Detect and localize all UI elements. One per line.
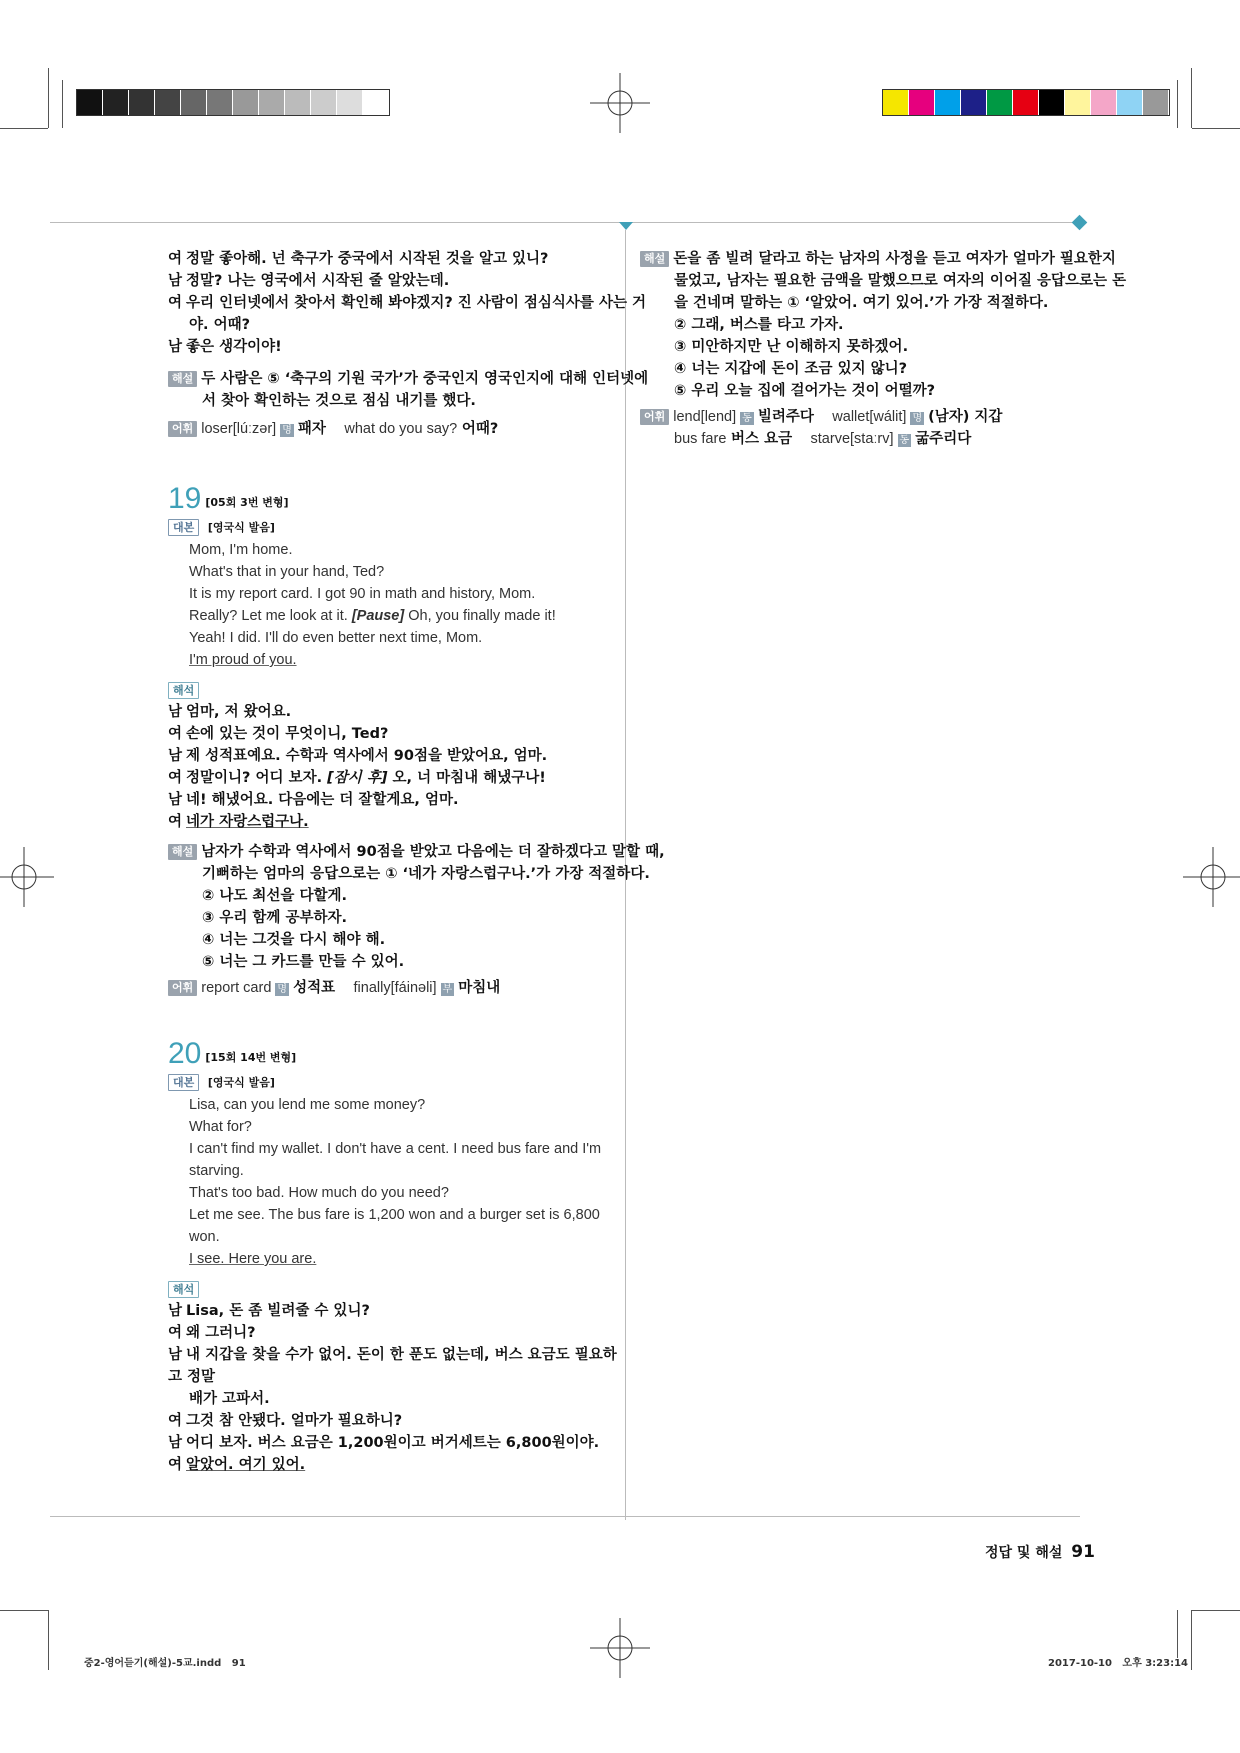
translation-19: 남 엄마, 저 왔어요. 여 손에 있는 것이 무엇이니, Ted? 남 제 성적표예요. 수학과 역사에서 90점을 받았어요, 엄마. 여 정말이니? 어디 보자. [잠시 후] 오, 너 마침내 해냈구나! 남 네! 해냈어요. 다음에는 더 잘할게요, 엄마. 여 네가 자랑스럽구나. xyxy=(168,704,548,830)
color-swatch xyxy=(1143,90,1169,115)
top-rule xyxy=(50,222,1080,223)
answer-line: I'm proud of you. xyxy=(189,652,297,668)
intro-dialog xyxy=(168,248,647,358)
color-swatch xyxy=(1039,90,1065,115)
page-footer: 정답 및 해설 91 xyxy=(985,1542,1095,1562)
dialog-line: 야. 어때? xyxy=(189,317,250,333)
color-swatch xyxy=(961,90,987,115)
question-20: 20 [15회 14번 변형] 대본 [영국식 발음] Lisa, can you lend me some money? What for? I can't find my wallet. I don't have a cent. I need bus fare and I'm starving. That's too bad. How much do you need? Let me see. The bus fare is 1,200 won and a burger set is 6,800 won. I see. Here you are. 해석 남 Lisa, 돈 좀 빌려줄 수 있니? 여 왜 그러니? 남 내 지갑을 찾을 수가 없어. 돈이 한 푼도 없는데, 버스 요금도 필요하고 정말 배가 고파서. 여 그것 참 안됐다. 얼마가 필요하니? 남 어디 보자. 버스 요금은 1,200원이고 버거세트는 6,800원이야. 여 알았어. 여기 있어. xyxy=(168,1043,618,1476)
grayscale-bar xyxy=(76,89,390,116)
gray-swatch xyxy=(129,90,155,115)
page-number: 91 xyxy=(1071,1542,1095,1562)
gray-swatch xyxy=(363,90,389,115)
script-tag: 대본 xyxy=(168,519,199,536)
script-20: Lisa, can you lend me some money? What for? I can't find my wallet. I don't have a cent. I need bus fare and I'm starving. That's too bad. How much do you need? Let me see. The bus fare is 1,200 won and a burger set is 6,800 won. I see. Here you are. xyxy=(168,1094,618,1270)
color-bar xyxy=(882,89,1170,116)
vocab-19: 어휘 report card 명 성적표 finally[fáinəli] 부 마침내 xyxy=(168,977,618,999)
registration-mark-left xyxy=(0,847,54,907)
top-marker-triangle xyxy=(619,222,633,230)
color-swatch xyxy=(935,90,961,115)
color-swatch xyxy=(1013,90,1039,115)
dialog-line: 남 정말? 나는 영국에서 시작된 줄 알았는데. xyxy=(168,273,450,289)
translation-20: 남 Lisa, 돈 좀 빌려줄 수 있니? 여 왜 그러니? 남 내 지갑을 찾을 수가 없어. 돈이 한 푼도 없는데, 버스 요금도 필요하고 정말 배가 고파서. 여 그것 참 안됐다. 얼마가 필요하니? 남 어디 보자. 버스 요금은 1,200원이고 버거세트는 6,800원이야. 여 알았어. 여기 있어. xyxy=(168,1303,617,1473)
explain-tag: 해설 xyxy=(168,371,197,387)
translation-tag: 해석 xyxy=(168,682,199,699)
color-swatch xyxy=(987,90,1013,115)
gray-swatch xyxy=(77,90,103,115)
color-swatch xyxy=(1065,90,1091,115)
gray-swatch xyxy=(233,90,259,115)
question-number: 19 xyxy=(168,482,202,515)
gray-swatch xyxy=(259,90,285,115)
script-19: Mom, I'm home. What's that in your hand, Ted? It is my report card. I got 90 in math and history, Mom. Really? Let me look at it. [Pause] Oh, you finally made it! Yeah! I did. I'll do even better next time, Mom. I'm proud of you. xyxy=(168,539,618,671)
dialog-line: 여 정말 좋아해. 넌 축구가 중국에서 시작된 것을 알고 있니? xyxy=(168,251,549,267)
registration-mark-right xyxy=(1183,847,1240,907)
color-swatch xyxy=(883,90,909,115)
color-swatch xyxy=(909,90,935,115)
question-19: 19 [05회 3번 변형] 대본 [영국식 발음] Mom, I'm home. What's that in your hand, Ted? It is my report card. I got 90 in math and history, Mom. Really? Let me look at it. [Pause] Oh, you finally made it! Yeah! I did. I'll do even better next time, Mom. I'm proud of you. 해석 남 엄마, 저 왔어요. 여 손에 있는 것이 무엇이니, Ted? 남 제 성적표예요. 수학과 역사에서 90점을 받았어요, 엄마. 여 정말이니? 어디 보자. [잠시 후] 오, 너 마침내 해냈구나! 남 네! 해냈어요. 다음에는 더 잘할게요, 엄마. 여 네가 자랑스럽구나. 해설 남자가 수학과 역사에서 90점을 받았고 다음에는 더 잘하겠다고 말할 때, 기뻐하는 엄마의 응답으로는 ① ‘네가 자랑스럽구나.’가 가장 적절하다. ② 나도 최선을 다할게. ③ 우리 함께 공부하자. ④ 너는 그것을 다시 해야 해. ⑤ 너는 그 카드를 만들 수 있어. 어휘 report card 명 성적표 finally[fáinəli] 부 마침내 xyxy=(168,488,618,999)
registration-mark-top xyxy=(590,73,650,133)
intro-vocab: 어휘 loser[lúːzər] 명 패자 what do you say? 어때? xyxy=(168,418,618,440)
question-number: 20 xyxy=(168,1037,202,1070)
slug-file: 중2-영어듣기(해설)-5교.indd 91 xyxy=(84,1658,246,1669)
left-column xyxy=(168,248,665,1476)
color-swatch xyxy=(1091,90,1117,115)
gray-swatch xyxy=(311,90,337,115)
gray-swatch xyxy=(337,90,363,115)
top-marker-diamond xyxy=(1072,215,1088,231)
gray-swatch xyxy=(181,90,207,115)
bottom-rule xyxy=(50,1516,1080,1517)
right-column xyxy=(640,248,1127,450)
vocab-20: 어휘 lend[lend] 동 빌려주다 wallet[wálit] 명 (남자) 지갑 bus fare 버스 요금 starve[staːrv] 동 굶주리다 xyxy=(640,406,1080,450)
gray-swatch xyxy=(285,90,311,115)
gray-swatch xyxy=(207,90,233,115)
dialog-line: 남 좋은 생각이야! xyxy=(168,339,282,355)
slug-date: 2017-10-10 오후 3:23:14 xyxy=(1048,1658,1188,1669)
gray-swatch xyxy=(155,90,181,115)
gray-swatch xyxy=(103,90,129,115)
answer-line: I see. Here you are. xyxy=(189,1251,317,1267)
explanation-20: 해설 돈을 좀 빌려 달라고 하는 남자의 사정을 듣고 여자가 얼마가 필요한지 물었고, 남자는 필요한 금액을 말했으므로 여자의 이어질 응답으로는 돈 을 건네며 말하는 ① ‘알았어. 여기 있어.’가 가장 적절하다. ② 그래, 버스를 타고 가자. ③ 미안하지만 난 이해하지 못하겠어. ④ 너는 지갑에 돈이 조금 있지 않니? ⑤ 우리 오늘 집에 걸어가는 것이 어떨까? xyxy=(640,248,1080,402)
dialog-line: 여 우리 인터넷에서 찾아서 확인해 봐야겠지? 진 사람이 점심식사를 사는 거 xyxy=(168,295,647,311)
color-swatch xyxy=(1117,90,1143,115)
registration-mark-bottom xyxy=(590,1618,650,1678)
intro-explanation: 해설 두 사람은 ⑤ ‘축구의 기원 국가’가 중국인지 영국인지에 대해 인터넷에 서 찾아 확인하는 것으로 점심 내기를 했다. xyxy=(168,368,618,412)
explanation-19: 해설 남자가 수학과 역사에서 90점을 받았고 다음에는 더 잘하겠다고 말할 때, 기뻐하는 엄마의 응답으로는 ① ‘네가 자랑스럽구나.’가 가장 적절하다. ② 나도 최선을 다할게. ③ 우리 함께 공부하자. ④ 너는 그것을 다시 해야 해. ⑤ 너는 그 카드를 만들 수 있어. xyxy=(168,841,618,973)
